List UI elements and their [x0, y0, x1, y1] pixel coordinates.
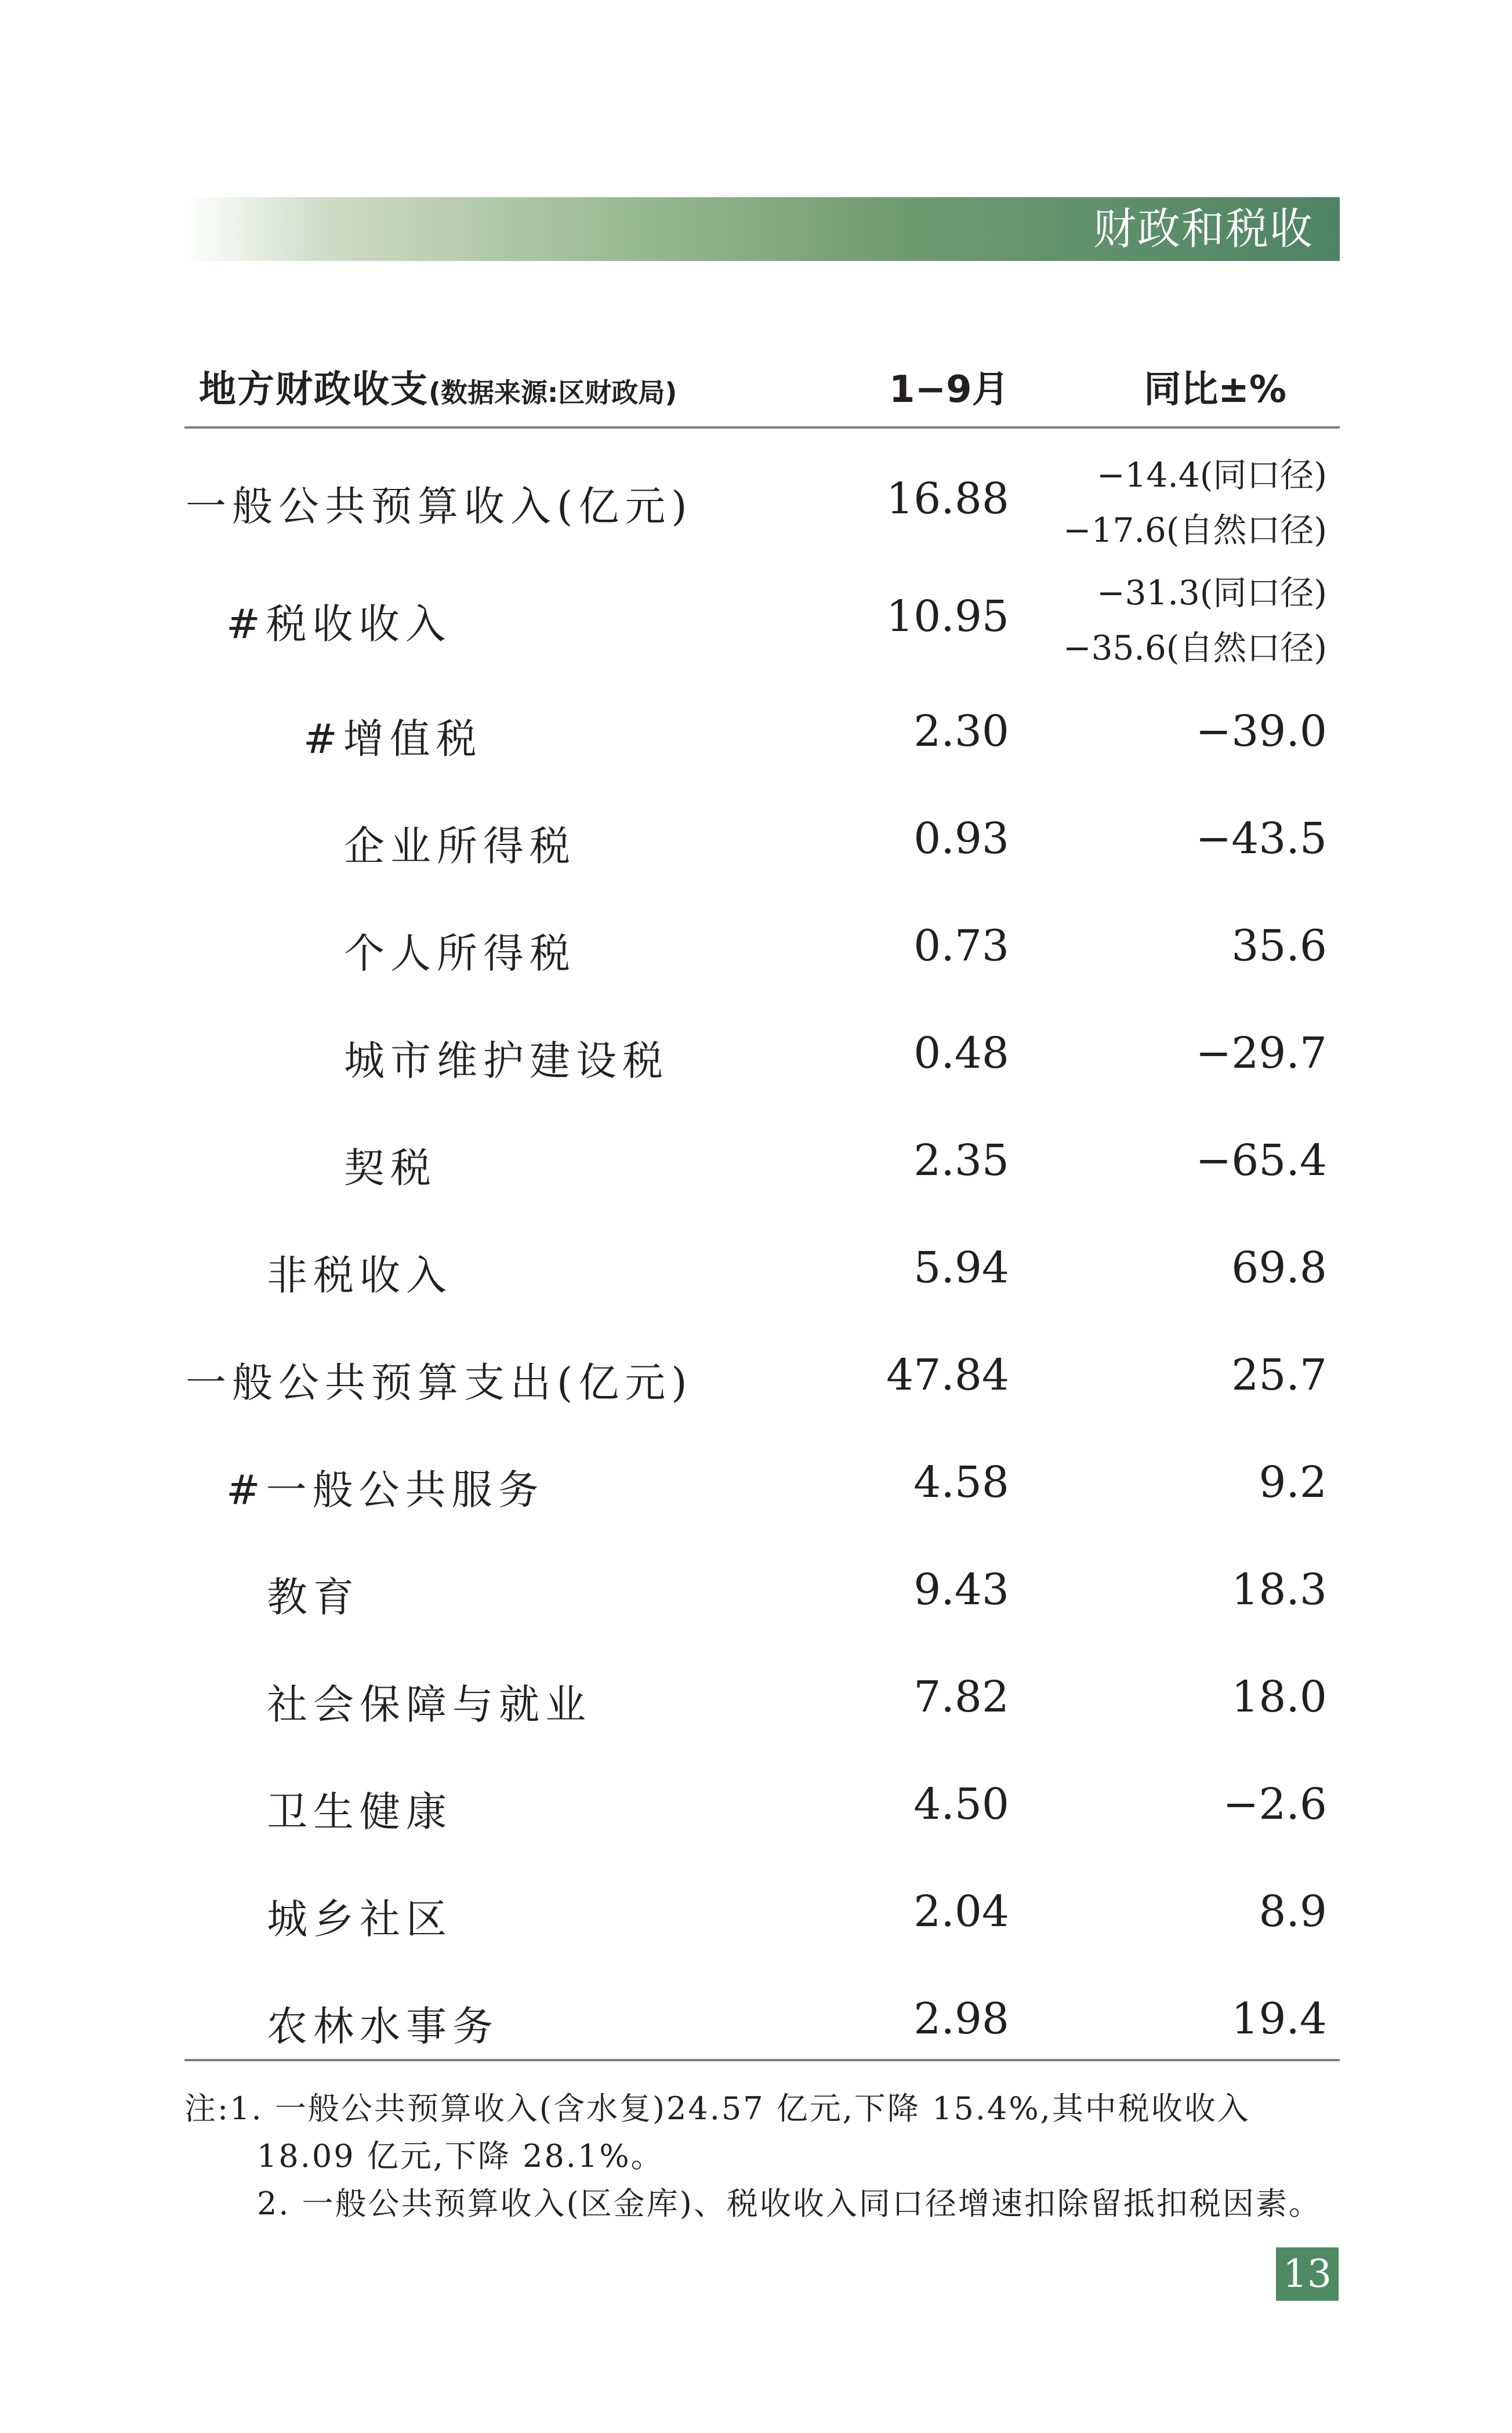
row-label: 教育	[267, 1573, 360, 1621]
table-row	[184, 1994, 1340, 2050]
row-value: 4.50	[913, 1779, 1009, 1829]
row-label: 企业所得税	[344, 822, 576, 870]
row-value: 0.93	[913, 814, 1009, 864]
table-row	[184, 1028, 1340, 1085]
row-change: 35.6	[1231, 921, 1327, 971]
row-value: 0.48	[913, 1028, 1009, 1078]
row-label: 个人所得税	[344, 930, 576, 977]
row-change: 9.2	[1259, 1457, 1327, 1507]
row-value: 0.73	[913, 921, 1009, 971]
footnotes	[184, 2085, 1340, 2228]
row-change-line2: −17.6(自然口径)	[1063, 510, 1327, 550]
row-label: 社会保障与就业	[267, 1681, 592, 1728]
row-change: −39.0	[1195, 706, 1327, 756]
row-value: 9.43	[913, 1565, 1009, 1615]
table-row	[184, 565, 1340, 670]
row-change: −29.7	[1195, 1028, 1327, 1078]
row-value: 7.82	[913, 1672, 1009, 1722]
row-value: 2.04	[913, 1887, 1009, 1937]
row-label: #增值税	[303, 715, 483, 763]
row-change: 19.4	[1231, 1994, 1327, 2044]
row-value: 2.30	[913, 706, 1009, 756]
column-header-change: 同比±%	[1144, 368, 1286, 411]
row-change: 18.3	[1231, 1565, 1327, 1615]
row-label: 一般公共预算收入(亿元)	[186, 483, 693, 530]
row-change-line1: −31.3(同口径)	[1097, 573, 1327, 612]
row-value: 47.84	[886, 1350, 1009, 1400]
table-row	[184, 1887, 1340, 1943]
section-title: 财政和税收	[1093, 204, 1314, 254]
table-row	[184, 706, 1340, 763]
row-label: 非税收入	[267, 1252, 452, 1299]
table-row	[184, 1565, 1340, 1621]
row-change: 8.9	[1259, 1887, 1327, 1937]
table-row	[184, 1457, 1340, 1514]
row-change: −2.6	[1223, 1779, 1327, 1829]
table-title	[199, 360, 677, 413]
table-row	[184, 1136, 1340, 1192]
table-row	[184, 1243, 1340, 1299]
row-label: #税收收入	[226, 600, 452, 648]
row-label: 一般公共预算支出(亿元)	[186, 1359, 693, 1406]
table-row	[184, 921, 1340, 977]
row-change: 18.0	[1231, 1672, 1327, 1722]
table-row	[184, 1672, 1340, 1728]
row-value: 2.98	[913, 1994, 1009, 2044]
footnote-2: 2. 一般公共预算收入(区金库)、税收收入同口径增速扣除留抵扣税因素。	[257, 2185, 1322, 2222]
table-title-text: 地方财政收支	[199, 368, 429, 411]
row-label: 农林水事务	[267, 2003, 499, 2050]
section-banner	[184, 197, 1340, 261]
page-number: 13	[1276, 2247, 1339, 2301]
row-change: 25.7	[1231, 1350, 1327, 1400]
row-value: 4.58	[913, 1457, 1009, 1507]
table-row	[184, 1779, 1340, 1836]
table-row	[184, 814, 1340, 870]
data-source: (数据来源:区财政局)	[429, 377, 677, 408]
row-change-line2: −35.6(自然口径)	[1063, 628, 1327, 668]
row-label: 城市维护建设税	[344, 1037, 669, 1085]
column-header-period: 1−9月	[889, 368, 1009, 411]
row-value: 5.94	[913, 1243, 1009, 1293]
table-row	[184, 448, 1340, 552]
row-change: 69.8	[1231, 1243, 1327, 1293]
row-label: 城乡社区	[267, 1895, 452, 1943]
row-label: 卫生健康	[267, 1788, 452, 1836]
row-value: 10.95	[886, 592, 1009, 641]
table-header	[184, 348, 1340, 426]
row-change: −43.5	[1195, 814, 1327, 864]
header-rule	[184, 426, 1340, 429]
row-value: 2.35	[913, 1136, 1009, 1185]
row-value: 16.88	[886, 474, 1009, 524]
row-label: #一般公共服务	[226, 1466, 545, 1514]
row-label: 契税	[344, 1144, 437, 1192]
table-row	[184, 1350, 1340, 1406]
row-change: −65.4	[1195, 1136, 1327, 1185]
table-bottom-rule	[184, 2059, 1340, 2061]
footnote-1: 注:1. 一般公共预算收入(含水复)24.57 亿元,下降 15.4%,其中税收收入 18.09 亿元,下降 28.1%。	[184, 2090, 1250, 2174]
row-change-line1: −14.4(同口径)	[1097, 455, 1327, 495]
